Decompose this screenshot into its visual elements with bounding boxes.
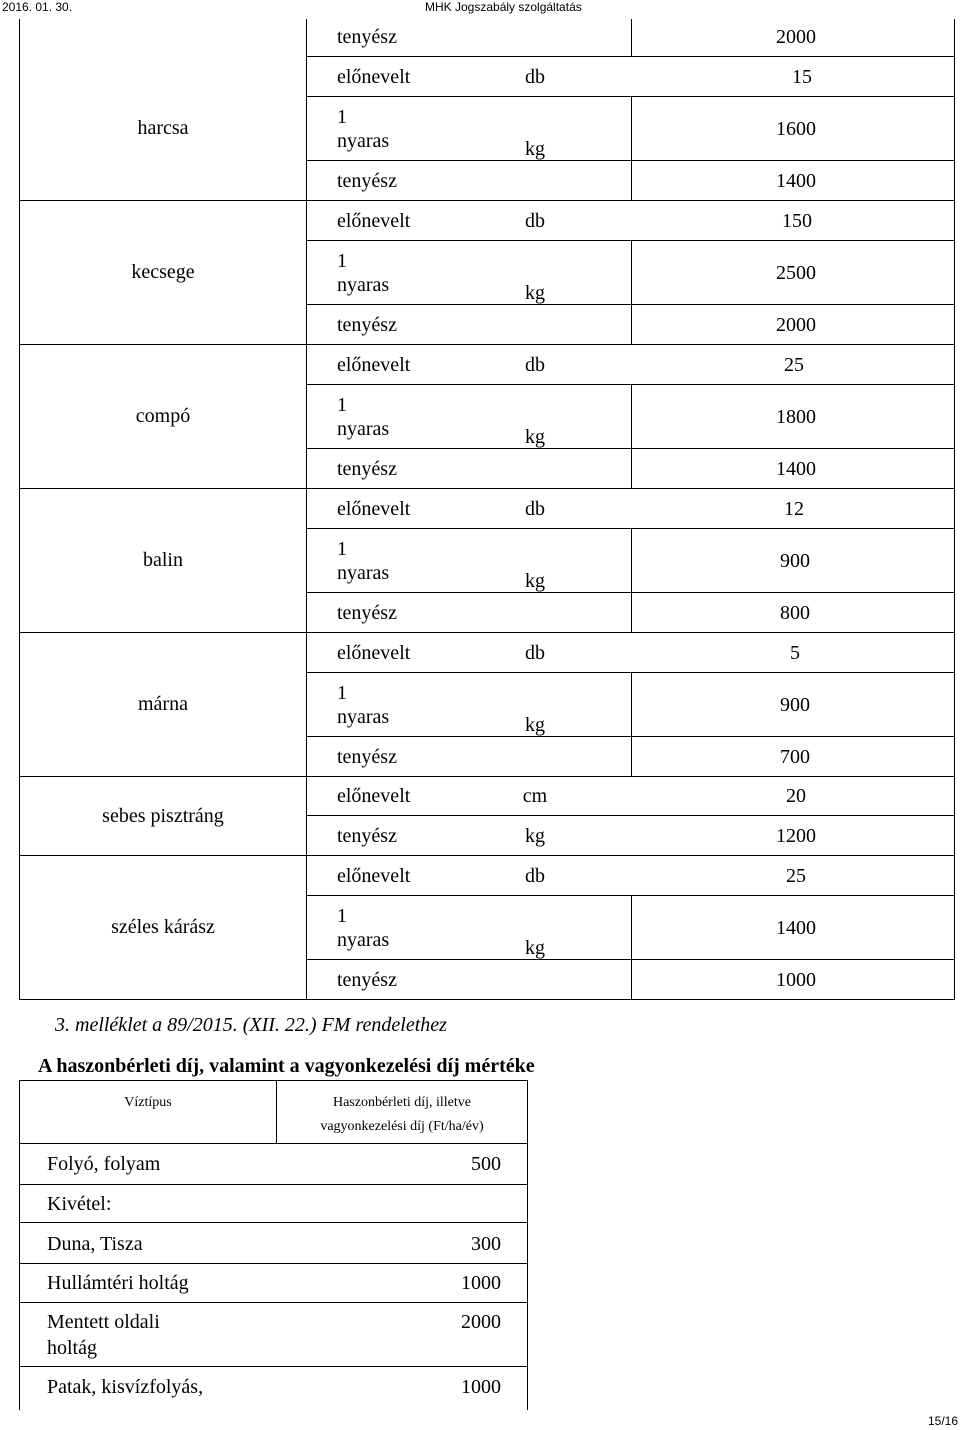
row-divider [19,1366,528,1367]
value-cell: 800 [780,602,810,624]
fee-cell: 2000 [461,1311,501,1333]
value-col-divider [631,19,632,57]
value-col-divider [631,959,632,1000]
value-cell: 1200 [776,825,816,847]
unit-cell: kg [525,570,545,592]
row-divider [19,1222,528,1223]
fee-table-border-top [19,1080,528,1081]
fee-cell: 1000 [461,1272,501,1294]
service-name: MHK Jogszabály szolgáltatás [425,0,582,14]
water-type-cell: Hullámtéri holtág [47,1272,189,1294]
water-type-cell: Duna, Tisza [47,1233,143,1255]
value-cell: 12 [784,498,804,520]
species-name: márna [138,693,188,715]
stage-label: előnevelt [337,785,411,807]
stage-line-2: nyaras [337,562,390,584]
species-divider [19,776,955,777]
stage-label: előnevelt [337,498,411,520]
stage-line-2: nyaras [337,929,390,951]
stage-line-2: nyaras [337,706,390,728]
value-cell: 20 [786,785,806,807]
value-cell: 1400 [776,917,816,939]
value-cell: 25 [784,354,804,376]
stage-line-1: 1 [337,905,347,927]
water-type-cell: Kivétel: [47,1193,112,1215]
value-col-divider [631,592,632,633]
value-col-divider [631,160,632,201]
unit-cell: kg [525,825,545,847]
stage-label: előnevelt [337,210,411,232]
value-cell: 1400 [776,170,816,192]
species-divider [19,855,955,856]
value-cell: 15 [792,66,812,88]
species-name: széles kárász [111,916,215,938]
value-cell: 700 [780,746,810,768]
stage-label: tenyész [337,458,397,480]
row-divider [19,1263,528,1264]
fee-table-border-left [19,1080,20,1410]
unit-cell: kg [525,426,545,448]
value-cell: 2000 [776,314,816,336]
fee-cell: 500 [471,1153,501,1175]
row-divider [19,1184,528,1185]
unit-cell: db [525,498,545,520]
value-cell: 900 [780,694,810,716]
value-cell: 150 [782,210,812,232]
value-col-divider [631,448,632,489]
unit-cell: db [525,66,545,88]
col-header-fee-line1: Haszonbérleti díj, illetve [332,1095,471,1110]
value-col-divider [631,384,632,449]
table-border-bottom [19,999,955,1000]
stage-line-1: 1 [337,106,347,128]
water-type-cell-line1: Mentett oldali [47,1311,160,1333]
value-cell: 5 [790,642,800,664]
value-cell: 1000 [776,969,816,991]
stage-label: tenyész [337,26,397,48]
stage-line-1: 1 [337,394,347,416]
row-divider [19,1143,528,1144]
water-type-cell-line2: holtág [47,1337,97,1359]
stage-label: tenyész [337,314,397,336]
water-type-cell: Patak, kisvízfolyás, [47,1376,204,1398]
unit-cell: db [525,642,545,664]
unit-cell: db [525,865,545,887]
value-col-divider [631,240,632,305]
value-col-divider [631,528,632,593]
species-divider [19,344,955,345]
unit-cell: kg [525,282,545,304]
stage-label: tenyész [337,746,397,768]
value-col-divider [631,736,632,777]
value-cell: 25 [786,865,806,887]
row-divider [19,1302,528,1303]
stage-line-2: nyaras [337,274,390,296]
value-cell: 2500 [776,262,816,284]
stage-label: tenyész [337,170,397,192]
value-cell: 2000 [776,26,816,48]
unit-cell: kg [525,714,545,736]
stage-line-1: 1 [337,538,347,560]
stage-label: előnevelt [337,865,411,887]
species-divider [19,200,955,201]
table-border-left [19,19,20,1000]
unit-cell: kg [525,937,545,959]
species-name: harcsa [137,117,189,139]
stage-line-1: 1 [337,682,347,704]
stage-line-2: nyaras [337,130,390,152]
annex-title: A haszonbérleti díj, valamint a vagyonkezelési díj mértéke [38,1055,535,1077]
fee-cell: 1000 [461,1376,501,1398]
value-cell: 1400 [776,458,816,480]
species-name: compó [135,405,191,427]
page-number: 15/16 [928,1414,959,1428]
stage-label: előnevelt [337,66,411,88]
print-date: 2016. 01. 30. [2,0,73,14]
annex-reference: 3. melléklet a 89/2015. (XII. 22.) FM rendelethez [55,1014,447,1036]
value-col-divider [631,895,632,960]
fee-cell: 300 [471,1233,501,1255]
table-divider-species [306,19,307,1000]
col-header-water-type: Víztípus [124,1095,172,1110]
unit-cell: db [525,354,545,376]
table-border-right [954,19,955,1000]
unit-cell: kg [525,138,545,160]
value-col-divider [631,304,632,345]
stage-label: tenyész [337,602,397,624]
stage-label: tenyész [337,825,397,847]
col-header-fee-line2: vagyonkezelési díj (Ft/ha/év) [320,1119,484,1134]
species-name: balin [143,549,183,571]
value-col-divider [631,672,632,737]
stage-label: előnevelt [337,354,411,376]
species-name: kecsege [131,261,195,283]
value-cell: 1800 [776,406,816,428]
stage-line-1: 1 [337,250,347,272]
row-divider [306,815,955,816]
value-cell: 900 [780,550,810,572]
stage-label: előnevelt [337,642,411,664]
species-name: sebes pisztráng [102,805,224,827]
species-divider [19,488,955,489]
unit-cell: db [525,210,545,232]
value-col-divider [631,96,632,161]
unit-cell: cm [522,785,548,807]
stage-label: tenyész [337,969,397,991]
species-divider [19,632,955,633]
value-cell: 1600 [776,118,816,140]
water-type-cell: Folyó, folyam [47,1153,161,1175]
stage-line-2: nyaras [337,418,390,440]
